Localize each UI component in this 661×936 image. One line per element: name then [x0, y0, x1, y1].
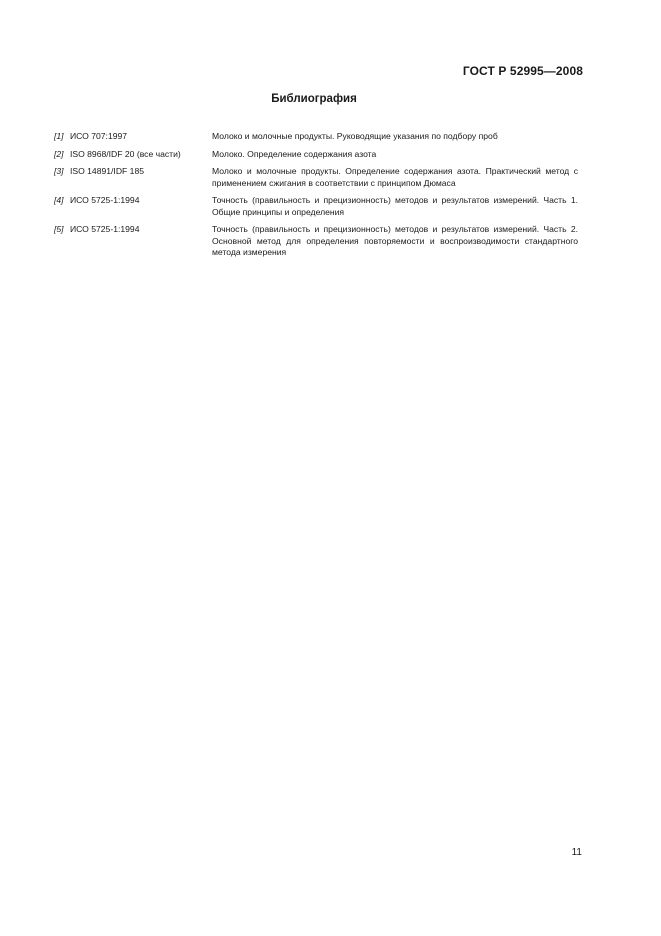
page-number: 11: [571, 847, 582, 858]
entry-description: Точность (правильность и прецизионность) методов и результатов измерений. Часть 1. Общие принципы и определения: [212, 195, 578, 217]
entry-description: Молоко и молочные продукты. Руководящие указания по подбору проб: [212, 131, 498, 141]
entry-standard: ISO 14891/IDF 185: [69, 166, 144, 176]
entry-number: [1]: [54, 131, 64, 141]
entry-description: Точность (правильность и прецизионность) методов и результатов измерений. Часть 2. Основной метод для определения повторяемости и воспроизводимости стандартного метода измерения: [212, 224, 578, 257]
bibliography-title: Библиография: [271, 93, 357, 105]
bibliography-entry: [54, 224, 578, 259]
bibliography-entry: [54, 131, 578, 143]
entry-description: Молоко и молочные продукты. Определение содержания азота. Практический метод с применением сжигания в соответствии с принципом Дюмаса: [212, 166, 578, 188]
bibliography-entry: [54, 166, 578, 189]
document-code: ГОСТ Р 52995—2008: [462, 64, 583, 78]
entry-standard: ИСО 5725-1:1994: [69, 195, 140, 205]
entry-reference: [54, 131, 212, 143]
entry-number: [2]: [54, 148, 64, 159]
entry-reference: [54, 149, 212, 161]
entry-number: [3]: [54, 166, 64, 176]
bibliography-list: [54, 131, 578, 265]
entry-standard: ИСО 5725-1:1994: [69, 224, 140, 234]
bibliography-entry: [54, 195, 578, 218]
entry-standard: ISO 8968/IDF 20 (все части): [69, 148, 181, 159]
entry-reference: [54, 195, 212, 218]
bibliography-entry: [54, 149, 578, 161]
entry-reference: [54, 224, 212, 259]
entry-reference: [54, 166, 212, 189]
entry-number: [4]: [54, 195, 64, 205]
entry-standard: ИСО 707:1997: [69, 131, 128, 141]
entry-description: Молоко. Определение содержания азота: [212, 148, 377, 159]
entry-number: [5]: [54, 224, 64, 234]
